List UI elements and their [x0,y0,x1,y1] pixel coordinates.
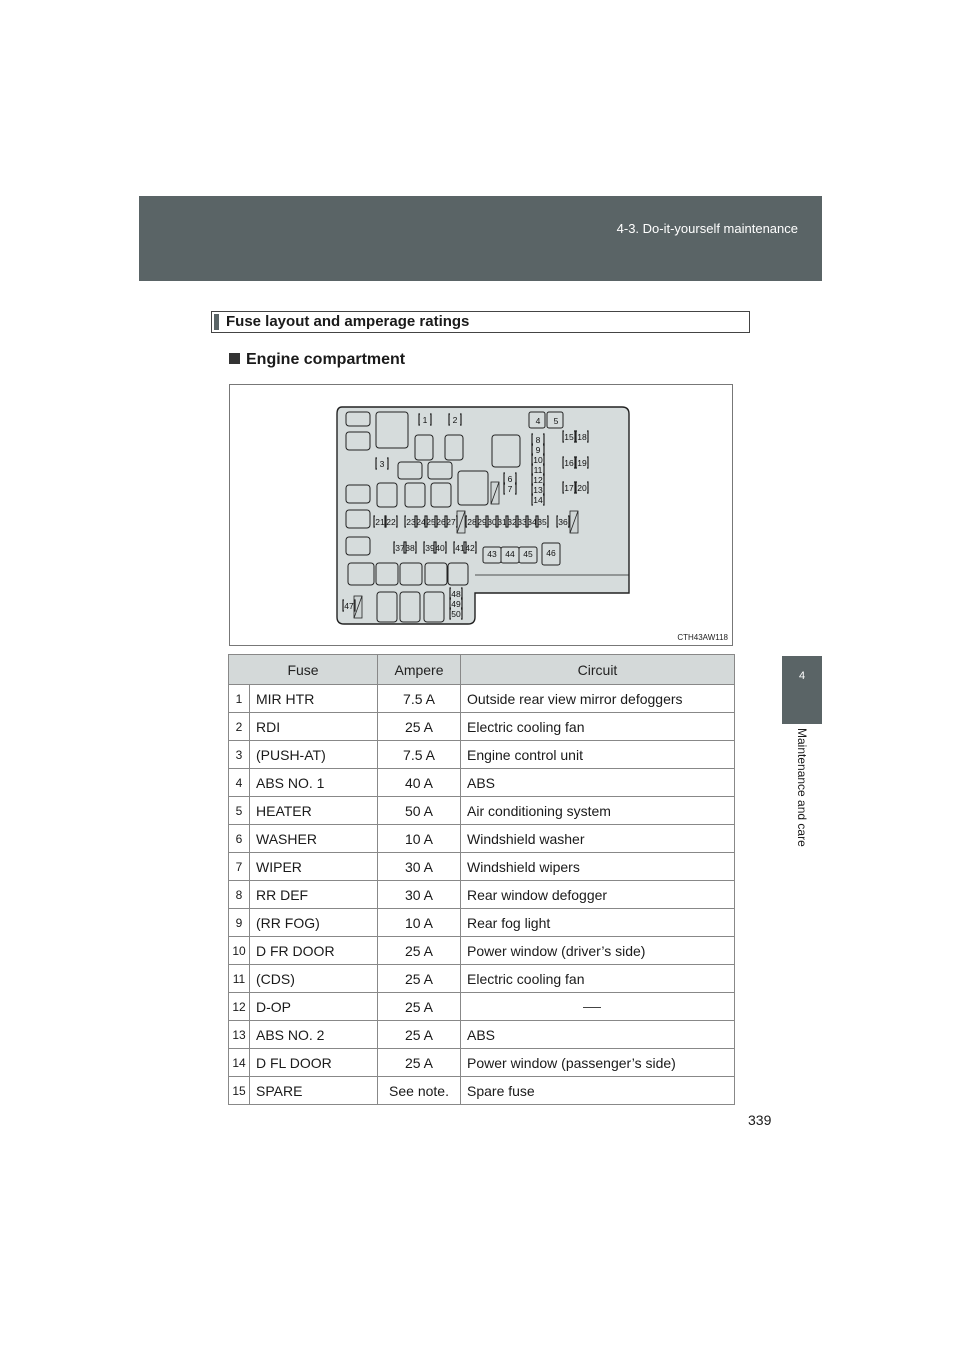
chapter-tab-label: Maintenance and care [795,728,809,847]
table-row [229,825,735,853]
fuse-number-label: 17 [564,483,574,493]
fuse-number-label: 32 [507,517,517,527]
table-row [229,1021,735,1049]
fuse-number-label: 20 [577,483,587,493]
fuse-number-label: 33 [517,517,527,527]
relay-block [492,435,520,467]
fuse-number-label: 6 [507,474,513,484]
fuse-number: 4 [229,769,250,797]
fuse-name: MIR HTR [250,685,378,713]
fuse-circuit: Windshield washer [461,825,735,853]
fuse-table-header-row [229,655,735,685]
fuse-name: WASHER [250,825,378,853]
fuse-ampere: 7.5 A [378,741,461,769]
fuse-number: 10 [229,937,250,965]
fuse-name: ABS NO. 2 [250,1021,378,1049]
fuse-number-label: 34 [527,517,537,527]
fuse-number-label: 18 [577,432,587,442]
fuse-number-label: 44 [505,549,515,559]
fuse-number-label: 29 [477,517,487,527]
fuse-number-label: 41 [455,543,465,553]
fuse-number-label: 2 [452,415,458,425]
fuse-number-label: 50 [451,609,461,619]
relay-block [398,462,422,479]
fuse-name: D-OP [250,993,378,1021]
empty-dash [583,1007,601,1008]
fuse-number: 9 [229,909,250,937]
relay-block [346,510,370,528]
fuse-number: 5 [229,797,250,825]
fuse-number-label: 27 [446,517,456,527]
fuse-number-label: 12 [533,475,543,485]
fuse-circuit: Engine control unit [461,741,735,769]
fuse-number: 11 [229,965,250,993]
fuse-ampere: 25 A [378,713,461,741]
relay-block [424,592,444,622]
fuse-number: 6 [229,825,250,853]
fuse-number-label: 45 [523,549,533,559]
relay-block [376,412,408,448]
fuse-number-label: 22 [386,517,396,527]
fuse-number-label: 43 [487,549,497,559]
fuse-number-label: 23 [406,517,416,527]
fuse-number-label: 11 [533,465,543,475]
fuse-number-label: 36 [558,517,568,527]
fuse-number-label: 46 [546,548,556,558]
diagram-code: CTH43AW118 [677,633,728,642]
fuse-name: D FL DOOR [250,1049,378,1077]
fuse-number-label: 30 [487,517,497,527]
fuse-name: SPARE [250,1077,378,1105]
fuse-number-label: 15 [564,432,574,442]
fuse-circuit: Outside rear view mirror defoggers [461,685,735,713]
fuse-number-label: 8 [535,435,541,445]
fuse-number-label: 3 [379,459,385,469]
fuse-ampere: 25 A [378,937,461,965]
fuse-number-label: 13 [533,485,543,495]
table-row [229,797,735,825]
relay-block [445,435,463,460]
relay-block [346,412,370,426]
fuse-ampere: 30 A [378,853,461,881]
fuse-number: 1 [229,685,250,713]
fuse-name: D FR DOOR [250,937,378,965]
fuse-circuit: Air conditioning system [461,797,735,825]
section-heading [211,311,750,333]
fuse-ampere: 7.5 A [378,685,461,713]
relay-block [400,563,422,585]
fuse-number: 7 [229,853,250,881]
table-row [229,909,735,937]
fuse-number-label: 40 [435,543,445,553]
table-row [229,993,735,1021]
fuse-number-label: 49 [451,599,461,609]
fuse-number-label: 4 [535,416,541,426]
section-heading-text: Fuse layout and amperage ratings [226,313,470,330]
chapter-header-band [139,196,822,281]
fuse-number: 15 [229,1077,250,1105]
fuse-name: RR DEF [250,881,378,909]
relay-block [415,435,433,460]
fuse-number: 13 [229,1021,250,1049]
table-row [229,937,735,965]
page-number: 339 [748,1112,772,1128]
fuse-number-label: 37 [395,543,405,553]
relay-block [377,483,397,507]
fuse-number: 8 [229,881,250,909]
header-fuse: Fuse [229,655,378,685]
fuse-number: 14 [229,1049,250,1077]
fuse-ampere: 40 A [378,769,461,797]
fuse-number-label: 21 [375,517,385,527]
fuse-number-label: 16 [564,458,574,468]
fuse-circuit: ABS [461,1021,735,1049]
fuse-number-label: 39 [425,543,435,553]
fuse-number: 2 [229,713,250,741]
fuse-number-label: 28 [467,517,477,527]
fuse-name: (PUSH-AT) [250,741,378,769]
fuse-box-diagram [229,384,733,646]
fuse-name: (CDS) [250,965,378,993]
fuse-ampere: 30 A [378,881,461,909]
fuse-number-label: 48 [451,589,461,599]
fuse-number-label: 35 [537,517,547,527]
sub-heading-text: Engine compartment [246,351,406,368]
fuse-circuit: Windshield wipers [461,853,735,881]
fuse-number-label: 25 [426,517,436,527]
fuse-ampere: See note. [378,1077,461,1105]
relay-block [346,432,370,450]
fuse-table [228,654,735,1105]
table-row [229,965,735,993]
fuse-number: 3 [229,741,250,769]
relay-block [405,483,425,507]
fuse-name: (RR FOG) [250,909,378,937]
table-row [229,853,735,881]
fuse-circuit: Electric cooling fan [461,965,735,993]
fuse-number-label: 9 [535,445,541,455]
fuse-number-label: 38 [405,543,415,553]
table-row [229,713,735,741]
sub-heading [229,351,405,369]
fuse-number-label: 14 [533,495,543,505]
relay-block [428,462,452,479]
fuse-circuit: Power window (driver’s side) [461,937,735,965]
fuse-ampere: 25 A [378,1021,461,1049]
relay-block [376,563,398,585]
relay-block [448,563,468,585]
fuse-number-label: 24 [416,517,426,527]
fuse-number-label: 42 [465,543,475,553]
fuse-circuit: Rear window defogger [461,881,735,909]
header-ampere: Ampere [378,655,461,685]
chapter-tab-number: 4 [782,656,822,724]
fuse-ampere: 25 A [378,965,461,993]
square-bullet-icon [229,353,240,364]
fuse-circuit: Spare fuse [461,1077,735,1105]
fuse-number-label: 47 [344,601,354,611]
table-row [229,741,735,769]
fuse-ampere: 10 A [378,825,461,853]
fuse-number-label: 19 [577,458,587,468]
header-circuit: Circuit [461,655,735,685]
table-row [229,1077,735,1105]
fuse-number-label: 26 [436,517,446,527]
fuse-number-label: 31 [497,517,507,527]
fuse-number-label: 7 [507,484,513,494]
fuse-ampere: 25 A [378,1049,461,1077]
fuse-number-label: 1 [422,415,428,425]
fuse-circuit: Power window (passenger’s side) [461,1049,735,1077]
fuse-ampere: 25 A [378,993,461,1021]
table-row [229,1049,735,1077]
relay-block [425,563,447,585]
table-row [229,685,735,713]
fuse-name: HEATER [250,797,378,825]
fuse-number-label: 5 [553,416,559,426]
fuse-name: WIPER [250,853,378,881]
relay-block [346,485,370,503]
relay-block [458,471,488,505]
fuse-name: ABS NO. 1 [250,769,378,797]
relay-block [346,537,370,555]
fuse-name: RDI [250,713,378,741]
fuse-circuit: ABS [461,769,735,797]
fuse-circuit: Rear fog light [461,909,735,937]
chapter-section-title: 4-3. Do-it-yourself maintenance [616,221,798,236]
relay-block [377,592,397,622]
fuse-circuit: Electric cooling fan [461,713,735,741]
relay-block [348,563,374,585]
relay-block [431,483,451,507]
table-row [229,769,735,797]
relay-block [400,592,420,622]
fuse-number-label: 10 [533,455,543,465]
fuse-number: 12 [229,993,250,1021]
fuse-ampere: 50 A [378,797,461,825]
table-row [229,881,735,909]
fuse-box-svg [230,385,732,645]
fuse-ampere: 10 A [378,909,461,937]
fuse-circuit [461,993,735,1021]
